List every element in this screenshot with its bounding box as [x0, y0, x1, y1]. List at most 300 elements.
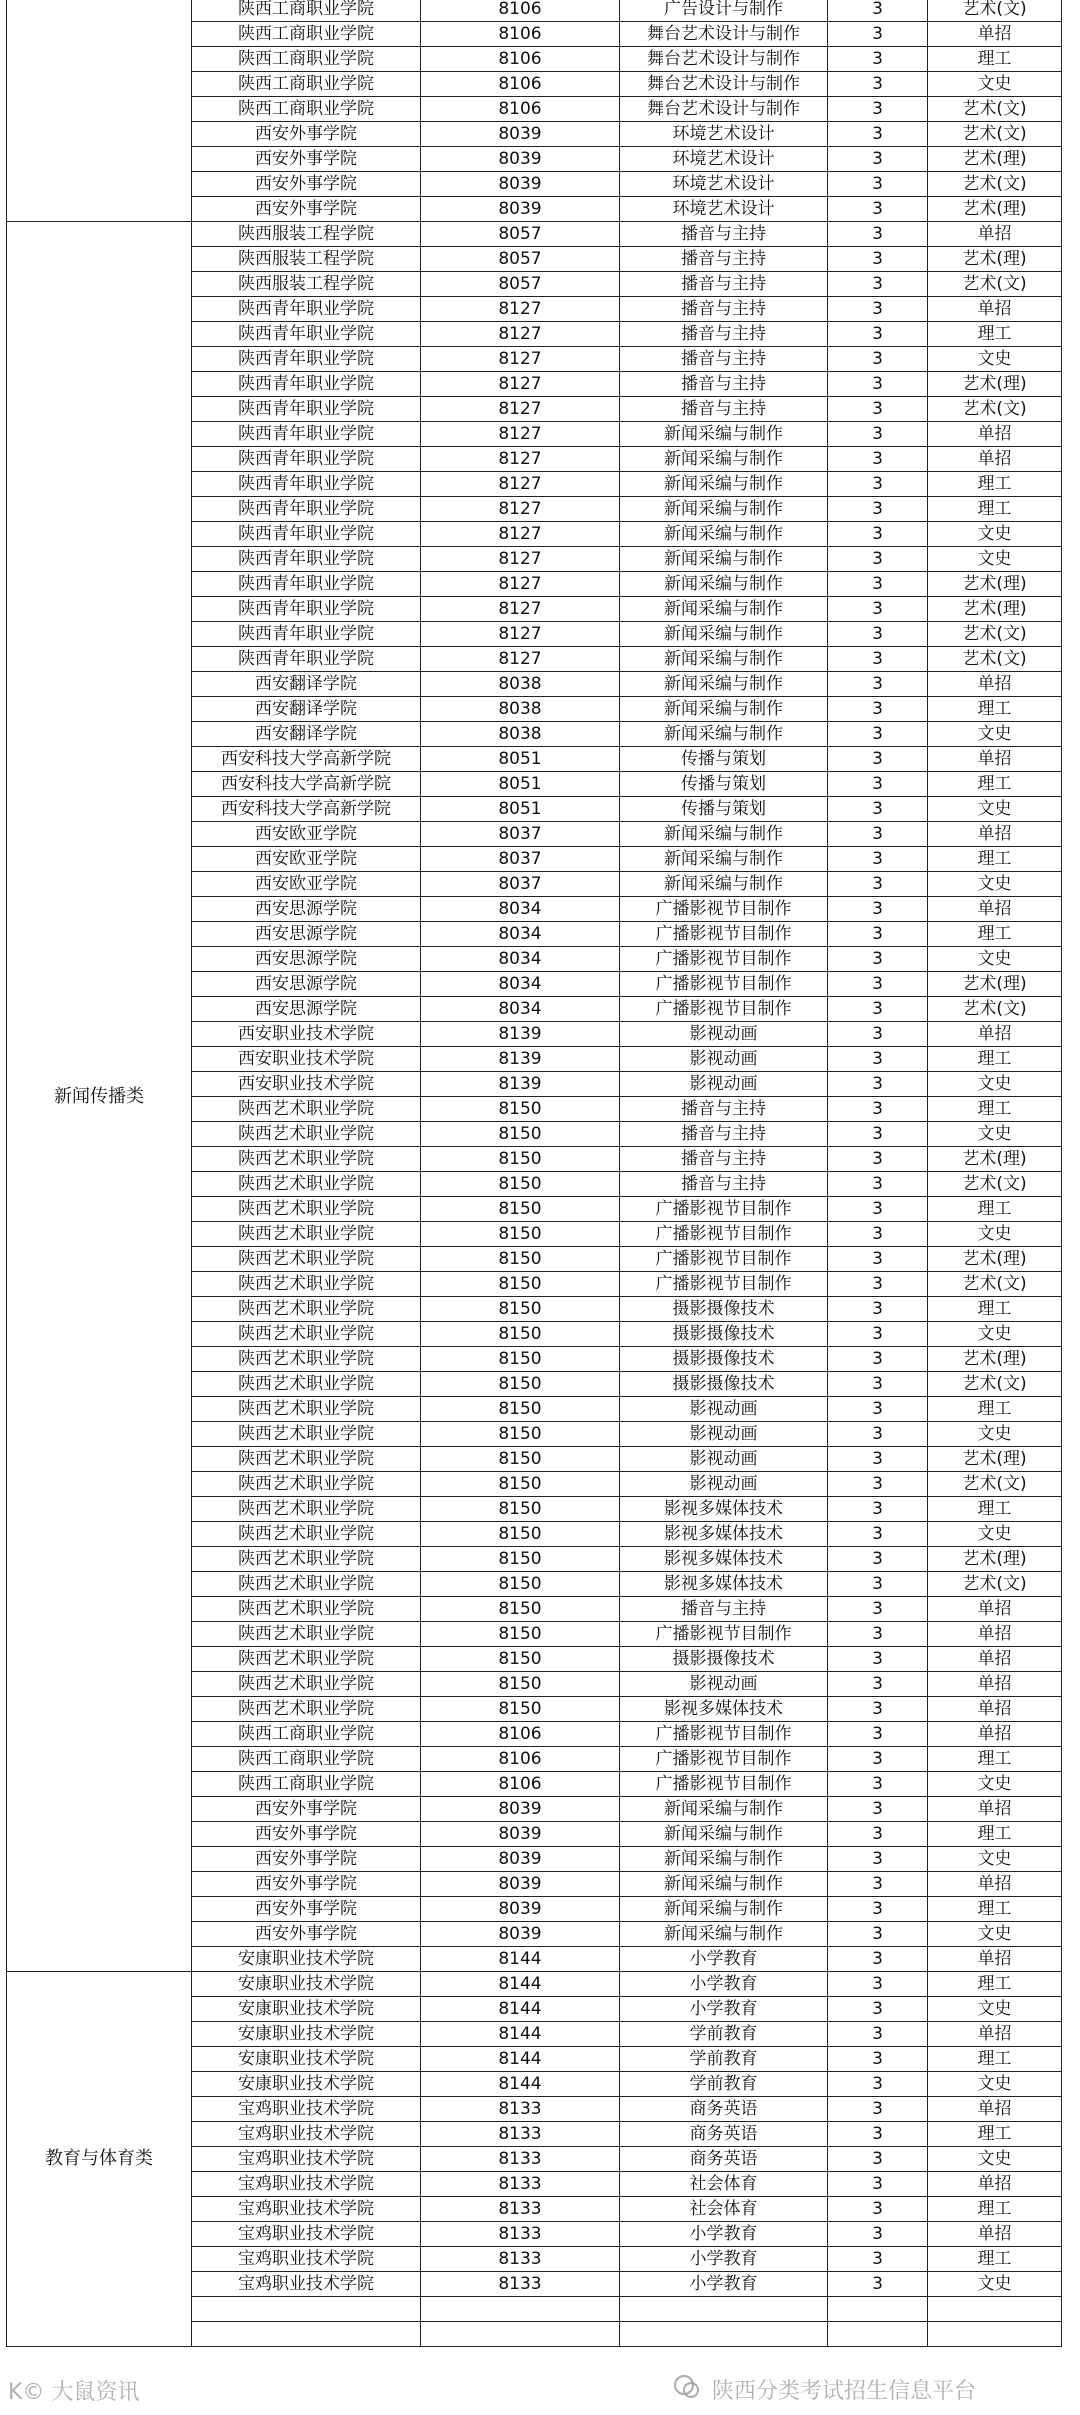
type-cell: 艺术(理): [928, 197, 1062, 222]
type-cell: 文史: [928, 72, 1062, 97]
type-cell: 文史: [928, 1122, 1062, 1147]
duration-cell: 3: [828, 2097, 928, 2122]
duration-cell: 3: [828, 972, 928, 997]
major-cell: 传播与策划: [620, 747, 828, 772]
school-name-cell: 西安外事学院: [192, 122, 421, 147]
school-name-cell: 陕西青年职业学院: [192, 497, 421, 522]
school-name-cell: 西安思源学院: [192, 972, 421, 997]
duration-cell: 3: [828, 1547, 928, 1572]
school-code-cell: 8039: [421, 172, 620, 197]
school-code-cell: 8057: [421, 222, 620, 247]
type-cell: 理工: [928, 1097, 1062, 1122]
duration-cell: 3: [828, 1797, 928, 1822]
school-name-cell: 陕西工商职业学院: [192, 22, 421, 47]
school-name-cell: 陕西青年职业学院: [192, 572, 421, 597]
major-cell: 新闻采编与制作: [620, 522, 828, 547]
school-code-cell: 8039: [421, 1797, 620, 1822]
duration-cell: 3: [828, 1947, 928, 1972]
type-cell: 艺术(文): [928, 97, 1062, 122]
school-code-cell: 8034: [421, 972, 620, 997]
school-code-cell: 8038: [421, 672, 620, 697]
duration-cell: 3: [828, 947, 928, 972]
major-cell: [620, 2322, 828, 2347]
type-cell: 艺术(理): [928, 1447, 1062, 1472]
school-name-cell: 西安欧亚学院: [192, 847, 421, 872]
type-cell: 文史: [928, 2072, 1062, 2097]
school-code-cell: 8144: [421, 2022, 620, 2047]
type-cell: 单招: [928, 1022, 1062, 1047]
school-name-cell: 陕西青年职业学院: [192, 647, 421, 672]
school-name-cell: 陕西艺术职业学院: [192, 1522, 421, 1547]
school-name-cell: 陕西艺术职业学院: [192, 1672, 421, 1697]
school-code-cell: 8127: [421, 297, 620, 322]
school-code-cell: 8127: [421, 622, 620, 647]
duration-cell: 3: [828, 22, 928, 47]
school-name-cell: 西安科技大学高新学院: [192, 797, 421, 822]
school-name-cell: 陕西青年职业学院: [192, 347, 421, 372]
duration-cell: 3: [828, 1222, 928, 1247]
type-cell: 艺术(文): [928, 1572, 1062, 1597]
duration-cell: 3: [828, 2222, 928, 2247]
duration-cell: 3: [828, 372, 928, 397]
school-name-cell: 陕西工商职业学院: [192, 1772, 421, 1797]
major-cell: 新闻采编与制作: [620, 1822, 828, 1847]
school-code-cell: 8127: [421, 572, 620, 597]
type-cell: 艺术(理): [928, 147, 1062, 172]
duration-cell: 3: [828, 697, 928, 722]
school-code-cell: 8037: [421, 872, 620, 897]
major-cell: 广播影视节目制作: [620, 972, 828, 997]
school-code-cell: 8133: [421, 2147, 620, 2172]
major-cell: 新闻采编与制作: [620, 472, 828, 497]
school-code-cell: 8127: [421, 397, 620, 422]
duration-cell: 3: [828, 1672, 928, 1697]
duration-cell: 3: [828, 897, 928, 922]
type-cell: 文史: [928, 947, 1062, 972]
major-cell: 影视动画: [620, 1397, 828, 1422]
school-code-cell: 8150: [421, 1622, 620, 1647]
type-cell: 艺术(理): [928, 597, 1062, 622]
school-name-cell: 陕西工商职业学院: [192, 72, 421, 97]
school-name-cell: 西安科技大学高新学院: [192, 772, 421, 797]
duration-cell: 3: [828, 1972, 928, 1997]
type-cell: 单招: [928, 897, 1062, 922]
school-name-cell: 陕西工商职业学院: [192, 97, 421, 122]
school-code-cell: 8037: [421, 847, 620, 872]
school-code-cell: 8150: [421, 1322, 620, 1347]
major-cell: 影视动画: [620, 1447, 828, 1472]
duration-cell: 3: [828, 1497, 928, 1522]
school-name-cell: 陕西艺术职业学院: [192, 1622, 421, 1647]
school-name-cell: 安康职业技术学院: [192, 2022, 421, 2047]
duration-cell: 3: [828, 1922, 928, 1947]
school-name-cell: 西安外事学院: [192, 1797, 421, 1822]
school-name-cell: 安康职业技术学院: [192, 1947, 421, 1972]
major-cell: 播音与主持: [620, 1147, 828, 1172]
school-code-cell: 8039: [421, 197, 620, 222]
duration-cell: 3: [828, 297, 928, 322]
duration-cell: 3: [828, 1997, 928, 2022]
type-cell: 理工: [928, 772, 1062, 797]
type-cell: 艺术(理): [928, 247, 1062, 272]
school-name-cell: 陕西青年职业学院: [192, 622, 421, 647]
school-code-cell: 8039: [421, 1922, 620, 1947]
type-cell: 单招: [928, 2172, 1062, 2197]
school-name-cell: 陕西艺术职业学院: [192, 1322, 421, 1347]
type-cell: 单招: [928, 1597, 1062, 1622]
school-code-cell: 8139: [421, 1072, 620, 1097]
major-cell: 影视多媒体技术: [620, 1572, 828, 1597]
school-name-cell: 安康职业技术学院: [192, 1972, 421, 1997]
duration-cell: 3: [828, 1597, 928, 1622]
type-cell: 艺术(文): [928, 997, 1062, 1022]
type-cell: 理工: [928, 47, 1062, 72]
type-cell: 单招: [928, 1622, 1062, 1647]
duration-cell: 3: [828, 2122, 928, 2147]
school-name-cell: 西安翻译学院: [192, 672, 421, 697]
school-code-cell: 8150: [421, 1197, 620, 1222]
school-code-cell: 8144: [421, 2047, 620, 2072]
major-cell: 新闻采编与制作: [620, 1797, 828, 1822]
school-name-cell: 陕西艺术职业学院: [192, 1222, 421, 1247]
major-cell: 小学教育: [620, 1972, 828, 1997]
school-code-cell: 8039: [421, 1872, 620, 1897]
school-code-cell: 8106: [421, 0, 620, 22]
school-code-cell: 8150: [421, 1297, 620, 1322]
type-cell: 文史: [928, 797, 1062, 822]
school-code-cell: 8106: [421, 1772, 620, 1797]
duration-cell: 3: [828, 72, 928, 97]
school-name-cell: 陕西艺术职业学院: [192, 1347, 421, 1372]
school-name-cell: 陕西工商职业学院: [192, 0, 421, 22]
type-cell: 单招: [928, 1647, 1062, 1672]
school-name-cell: 西安外事学院: [192, 147, 421, 172]
school-code-cell: 8039: [421, 122, 620, 147]
major-cell: 摄影摄像技术: [620, 1297, 828, 1322]
school-name-cell: 陕西艺术职业学院: [192, 1247, 421, 1272]
duration-cell: 3: [828, 247, 928, 272]
school-name-cell: 宝鸡职业技术学院: [192, 2222, 421, 2247]
type-cell: 文史: [928, 1072, 1062, 1097]
school-name-cell: 宝鸡职业技术学院: [192, 2122, 421, 2147]
school-code-cell: 8150: [421, 1272, 620, 1297]
duration-cell: 3: [828, 1622, 928, 1647]
major-cell: 传播与策划: [620, 797, 828, 822]
school-code-cell: [421, 2322, 620, 2347]
type-cell: 单招: [928, 1872, 1062, 1897]
table-row: [7, 0, 1062, 22]
duration-cell: 3: [828, 147, 928, 172]
type-cell: 理工: [928, 2197, 1062, 2222]
major-cell: 新闻采编与制作: [620, 547, 828, 572]
duration-cell: 3: [828, 997, 928, 1022]
major-cell: 广播影视节目制作: [620, 1272, 828, 1297]
duration-cell: 3: [828, 2247, 928, 2272]
duration-cell: 3: [828, 347, 928, 372]
type-cell: 艺术(理): [928, 1347, 1062, 1372]
school-name-cell: 西安职业技术学院: [192, 1022, 421, 1047]
major-cell: 播音与主持: [620, 272, 828, 297]
watermark-left-logo-icon: K©: [8, 2380, 45, 2405]
major-cell: 小学教育: [620, 2272, 828, 2297]
school-name-cell: 陕西艺术职业学院: [192, 1472, 421, 1497]
school-name-cell: [192, 2297, 421, 2322]
duration-cell: 3: [828, 1822, 928, 1847]
school-code-cell: 8127: [421, 322, 620, 347]
type-cell: 文史: [928, 522, 1062, 547]
school-code-cell: 8057: [421, 272, 620, 297]
major-cell: 播音与主持: [620, 322, 828, 347]
type-cell: 文史: [928, 1422, 1062, 1447]
school-code-cell: 8150: [421, 1222, 620, 1247]
duration-cell: 3: [828, 872, 928, 897]
school-code-cell: 8106: [421, 22, 620, 47]
type-cell: 单招: [928, 22, 1062, 47]
type-cell: 单招: [928, 672, 1062, 697]
school-name-cell: 陕西艺术职业学院: [192, 1097, 421, 1122]
duration-cell: 3: [828, 597, 928, 622]
duration-cell: 3: [828, 447, 928, 472]
type-cell: 理工: [928, 1972, 1062, 1997]
duration-cell: 3: [828, 1247, 928, 1272]
type-cell: 理工: [928, 322, 1062, 347]
duration-cell: 3: [828, 1472, 928, 1497]
school-name-cell: 陕西服装工程学院: [192, 272, 421, 297]
type-cell: 文史: [928, 1222, 1062, 1247]
school-name-cell: 陕西艺术职业学院: [192, 1447, 421, 1472]
major-cell: 影视多媒体技术: [620, 1547, 828, 1572]
type-cell: 单招: [928, 822, 1062, 847]
type-cell: 理工: [928, 1897, 1062, 1922]
duration-cell: 3: [828, 222, 928, 247]
duration-cell: [828, 2297, 928, 2322]
major-cell: 播音与主持: [620, 222, 828, 247]
type-cell: 文史: [928, 2272, 1062, 2297]
major-cell: 商务英语: [620, 2147, 828, 2172]
major-cell: 摄影摄像技术: [620, 1347, 828, 1372]
duration-cell: 3: [828, 497, 928, 522]
school-name-cell: 陕西服装工程学院: [192, 247, 421, 272]
table-row: [7, 1972, 1062, 1997]
type-cell: 艺术(理): [928, 972, 1062, 997]
major-cell: 新闻采编与制作: [620, 572, 828, 597]
duration-cell: 3: [828, 2197, 928, 2222]
school-name-cell: 陕西工商职业学院: [192, 1747, 421, 1772]
duration-cell: 3: [828, 1297, 928, 1322]
duration-cell: 3: [828, 0, 928, 22]
school-code-cell: 8034: [421, 897, 620, 922]
school-code-cell: 8127: [421, 522, 620, 547]
type-cell: 理工: [928, 1497, 1062, 1522]
school-name-cell: 陕西青年职业学院: [192, 547, 421, 572]
category-cell: [7, 0, 192, 222]
major-cell: 舞台艺术设计与制作: [620, 72, 828, 97]
school-name-cell: 陕西青年职业学院: [192, 597, 421, 622]
school-name-cell: 陕西青年职业学院: [192, 522, 421, 547]
major-cell: 新闻采编与制作: [620, 622, 828, 647]
school-name-cell: 宝鸡职业技术学院: [192, 2272, 421, 2297]
duration-cell: 3: [828, 1847, 928, 1872]
type-cell: 文史: [928, 872, 1062, 897]
type-cell: 艺术(理): [928, 572, 1062, 597]
school-code-cell: 8039: [421, 1847, 620, 1872]
major-cell: 新闻采编与制作: [620, 422, 828, 447]
major-cell: 广播影视节目制作: [620, 1222, 828, 1247]
duration-cell: 3: [828, 1272, 928, 1297]
duration-cell: 3: [828, 1122, 928, 1147]
school-code-cell: 8150: [421, 1447, 620, 1472]
major-cell: 影视多媒体技术: [620, 1697, 828, 1722]
school-code-cell: 8150: [421, 1547, 620, 1572]
school-name-cell: 宝鸡职业技术学院: [192, 2147, 421, 2172]
type-cell: 单招: [928, 1947, 1062, 1972]
school-name-cell: 西安科技大学高新学院: [192, 747, 421, 772]
school-name-cell: 西安外事学院: [192, 1847, 421, 1872]
type-cell: 艺术(理): [928, 1247, 1062, 1272]
major-cell: 广播影视节目制作: [620, 897, 828, 922]
duration-cell: 3: [828, 822, 928, 847]
school-code-cell: 8150: [421, 1422, 620, 1447]
duration-cell: 3: [828, 272, 928, 297]
school-code-cell: 8133: [421, 2122, 620, 2147]
type-cell: 理工: [928, 497, 1062, 522]
type-cell: 艺术(文): [928, 1372, 1062, 1397]
type-cell: 单招: [928, 2097, 1062, 2122]
school-name-cell: 陕西青年职业学院: [192, 447, 421, 472]
duration-cell: 3: [828, 1197, 928, 1222]
school-name-cell: 陕西艺术职业学院: [192, 1647, 421, 1672]
school-name-cell: 陕西艺术职业学院: [192, 1297, 421, 1322]
duration-cell: 3: [828, 647, 928, 672]
school-name-cell: 西安外事学院: [192, 1897, 421, 1922]
type-cell: 理工: [928, 697, 1062, 722]
duration-cell: 3: [828, 1522, 928, 1547]
school-code-cell: 8127: [421, 372, 620, 397]
major-cell: 广播影视节目制作: [620, 1772, 828, 1797]
duration-cell: 3: [828, 322, 928, 347]
school-code-cell: 8127: [421, 472, 620, 497]
major-cell: 小学教育: [620, 2222, 828, 2247]
school-code-cell: 8144: [421, 2072, 620, 2097]
school-name-cell: 西安外事学院: [192, 1822, 421, 1847]
duration-cell: 3: [828, 672, 928, 697]
school-code-cell: 8037: [421, 822, 620, 847]
type-cell: 单招: [928, 447, 1062, 472]
major-cell: 播音与主持: [620, 347, 828, 372]
duration-cell: 3: [828, 847, 928, 872]
type-cell: 理工: [928, 1197, 1062, 1222]
duration-cell: 3: [828, 772, 928, 797]
type-cell: 理工: [928, 1047, 1062, 1072]
type-cell: 单招: [928, 1797, 1062, 1822]
school-code-cell: 8038: [421, 697, 620, 722]
school-name-cell: 陕西服装工程学院: [192, 222, 421, 247]
duration-cell: 3: [828, 2072, 928, 2097]
school-name-cell: 西安翻译学院: [192, 697, 421, 722]
school-code-cell: 8139: [421, 1047, 620, 1072]
type-cell: 文史: [928, 722, 1062, 747]
school-name-cell: 西安思源学院: [192, 897, 421, 922]
type-cell: 单招: [928, 222, 1062, 247]
type-cell: 艺术(文): [928, 1472, 1062, 1497]
major-cell: 社会体育: [620, 2197, 828, 2222]
duration-cell: 3: [828, 1172, 928, 1197]
school-code-cell: 8144: [421, 1997, 620, 2022]
type-cell: 单招: [928, 1722, 1062, 1747]
school-name-cell: 宝鸡职业技术学院: [192, 2097, 421, 2122]
type-cell: 文史: [928, 547, 1062, 572]
major-cell: 社会体育: [620, 2172, 828, 2197]
school-name-cell: 宝鸡职业技术学院: [192, 2197, 421, 2222]
school-code-cell: 8034: [421, 922, 620, 947]
major-cell: 新闻采编与制作: [620, 1847, 828, 1872]
major-cell: 摄影摄像技术: [620, 1372, 828, 1397]
category-cell: 新闻传播类: [7, 222, 192, 1972]
major-cell: 影视动画: [620, 1672, 828, 1697]
major-cell: 影视动画: [620, 1072, 828, 1097]
duration-cell: 3: [828, 1097, 928, 1122]
school-name-cell: 陕西艺术职业学院: [192, 1147, 421, 1172]
duration-cell: 3: [828, 1572, 928, 1597]
school-code-cell: 8127: [421, 547, 620, 572]
school-code-cell: 8034: [421, 947, 620, 972]
school-name-cell: 陕西艺术职业学院: [192, 1172, 421, 1197]
school-name-cell: 西安外事学院: [192, 172, 421, 197]
duration-cell: 3: [828, 747, 928, 772]
school-code-cell: 8144: [421, 1972, 620, 1997]
school-name-cell: 陕西青年职业学院: [192, 322, 421, 347]
school-name-cell: 西安思源学院: [192, 922, 421, 947]
type-cell: [928, 2322, 1062, 2347]
major-cell: 新闻采编与制作: [620, 1897, 828, 1922]
school-code-cell: 8127: [421, 447, 620, 472]
school-name-cell: 陕西艺术职业学院: [192, 1372, 421, 1397]
type-cell: 艺术(理): [928, 1147, 1062, 1172]
school-name-cell: 陕西青年职业学院: [192, 472, 421, 497]
school-code-cell: 8150: [421, 1172, 620, 1197]
type-cell: 理工: [928, 472, 1062, 497]
major-cell: 广播影视节目制作: [620, 1197, 828, 1222]
duration-cell: 3: [828, 422, 928, 447]
school-code-cell: 8150: [421, 1572, 620, 1597]
type-cell: 艺术(文): [928, 1172, 1062, 1197]
duration-cell: 3: [828, 122, 928, 147]
school-code-cell: 8038: [421, 722, 620, 747]
major-cell: 学前教育: [620, 2047, 828, 2072]
type-cell: 单招: [928, 1697, 1062, 1722]
major-cell: 环境艺术设计: [620, 147, 828, 172]
major-cell: 小学教育: [620, 1947, 828, 1972]
duration-cell: 3: [828, 1747, 928, 1772]
type-cell: 单招: [928, 2222, 1062, 2247]
major-cell: 商务英语: [620, 2122, 828, 2147]
duration-cell: 3: [828, 1872, 928, 1897]
school-code-cell: 8106: [421, 47, 620, 72]
major-cell: 广播影视节目制作: [620, 1622, 828, 1647]
type-cell: 理工: [928, 2247, 1062, 2272]
duration-cell: 3: [828, 2272, 928, 2297]
major-cell: 影视动画: [620, 1422, 828, 1447]
major-cell: 播音与主持: [620, 1597, 828, 1622]
major-cell: 舞台艺术设计与制作: [620, 47, 828, 72]
school-name-cell: 陕西艺术职业学院: [192, 1197, 421, 1222]
major-cell: 小学教育: [620, 1997, 828, 2022]
school-code-cell: 8106: [421, 72, 620, 97]
duration-cell: 3: [828, 472, 928, 497]
duration-cell: 3: [828, 2022, 928, 2047]
school-code-cell: 8139: [421, 1022, 620, 1047]
duration-cell: 3: [828, 47, 928, 72]
